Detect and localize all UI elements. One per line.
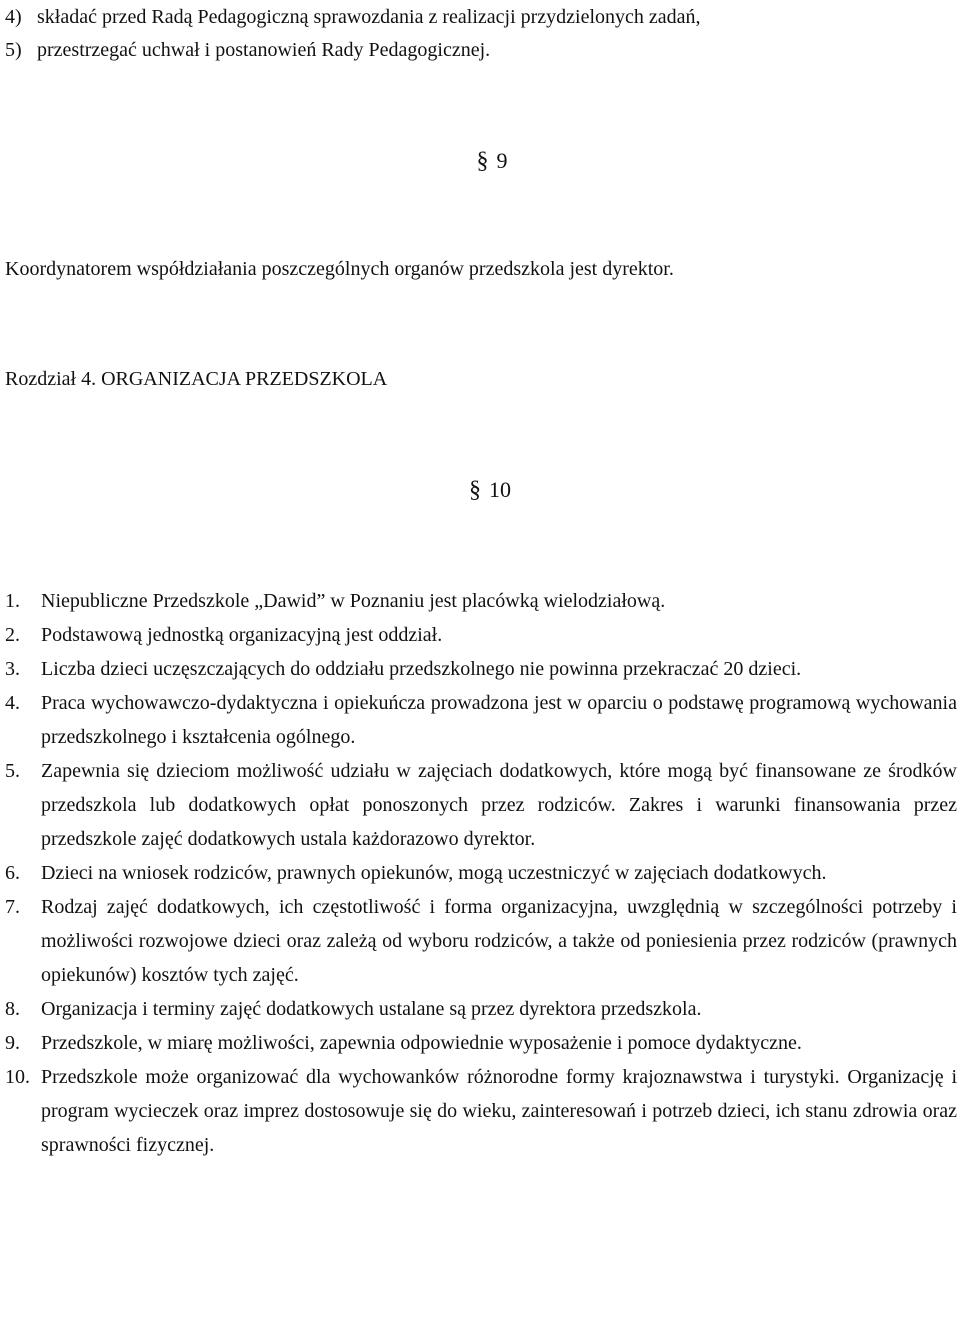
list-item-text: Przedszkole może organizować dla wychowanków różnorodne formy krajoznawstwa i turystyki. Organizację i program wycieczek oraz imprez dostosowuje się do wieku, zainteresowań i potrzeb dzieci, ich stanu zdrowia oraz sprawności fizycznej. bbox=[41, 1066, 957, 1156]
list-item-text: Dzieci na wniosek rodziców, prawnych opiekunów, mogą uczestniczyć w zajęciach dodatkowych. bbox=[41, 862, 827, 884]
list-item-number: 6. bbox=[5, 862, 20, 884]
list-item bbox=[5, 0, 955, 33]
list-item-text: Zapewnia się dzieciom możliwość udziału w zajęciach dodatkowych, które mogą być finansowane ze środków przedszkola lub dodatkowych opłat ponoszonych przez rodziców. Zakres i warunki finansowania przez przedszkole zajęć dodatkowych ustala każdorazowo dyrektor. bbox=[41, 760, 957, 850]
list-item bbox=[5, 1060, 957, 1162]
section-symbol: § bbox=[469, 477, 481, 503]
coordinator-paragraph: Koordynatorem współdziałania poszczególnych organów przedszkola jest dyrektor. bbox=[5, 258, 674, 280]
list-item-text: Praca wychowawczo-dydaktyczna i opiekuńcza prowadzona jest w oparciu o podstawę programową wychowania przedszkolnego i kształcenia ogólnego. bbox=[41, 692, 957, 748]
list-item-number: 1. bbox=[5, 590, 20, 612]
list-item-text: Niepubliczne Przedszkole „Dawid” w Poznaniu jest placówką wielodziałową. bbox=[41, 590, 666, 612]
list-item-number: 2. bbox=[5, 624, 20, 646]
list-item bbox=[5, 992, 957, 1026]
list-item bbox=[5, 33, 955, 66]
list-item-number: 9. bbox=[5, 1032, 20, 1054]
list-item-number: 7. bbox=[5, 896, 20, 918]
list-item bbox=[5, 856, 957, 890]
list-item bbox=[5, 754, 957, 856]
list-item-text: Liczba dzieci uczęszczających do oddziału przedszkolnego nie powinna przekraczać 20 dzieci. bbox=[41, 658, 802, 680]
list-item-number: 4) bbox=[5, 5, 22, 28]
chapter-title: Rozdział 4. ORGANIZACJA PRZEDSZKOLA bbox=[5, 368, 388, 390]
list-item bbox=[5, 584, 957, 618]
section-symbol: § bbox=[476, 148, 489, 174]
list-item-number: 10. bbox=[5, 1066, 30, 1088]
section-number: 9 bbox=[496, 148, 508, 173]
list-item-text: Rodzaj zajęć dodatkowych, ich częstotliwość i forma organizacyjna, uwzględnią w szczególności potrzeby i możliwości rozwojowe dzieci oraz zależą od wyboru rodziców, a także od poniesienia przez rodziców (prawnych opiekunów) kosztów tych zajęć. bbox=[41, 896, 957, 986]
list-item-number: 4. bbox=[5, 692, 20, 714]
duties-list bbox=[5, 0, 955, 66]
list-item bbox=[5, 890, 957, 992]
list-item bbox=[5, 618, 957, 652]
list-item-text: przestrzegać uchwał i postanowień Rady Pedagogicznej. bbox=[37, 38, 491, 61]
list-item-text: Podstawową jednostką organizacyjną jest oddział. bbox=[41, 624, 443, 646]
section-number: 10 bbox=[489, 477, 511, 502]
list-item-number: 5) bbox=[5, 38, 22, 61]
list-item bbox=[5, 652, 957, 686]
section-heading-9 bbox=[12, 144, 960, 178]
organization-list bbox=[5, 584, 957, 1162]
list-item bbox=[5, 686, 957, 754]
list-item-text: składać przed Radą Pedagogiczną sprawozdania z realizacji przydzielonych zadań, bbox=[37, 5, 701, 28]
list-item-text: Przedszkole, w miarę możliwości, zapewnia odpowiednie wyposażenie i pomoce dydaktyczne. bbox=[41, 1032, 802, 1054]
list-item-number: 3. bbox=[5, 658, 20, 680]
section-heading-10 bbox=[10, 473, 960, 507]
list-item-text: Organizacja i terminy zajęć dodatkowych ustalane są przez dyrektora przedszkola. bbox=[41, 998, 702, 1020]
list-item bbox=[5, 1026, 957, 1060]
list-item-number: 8. bbox=[5, 998, 20, 1020]
list-item-number: 5. bbox=[5, 760, 20, 782]
